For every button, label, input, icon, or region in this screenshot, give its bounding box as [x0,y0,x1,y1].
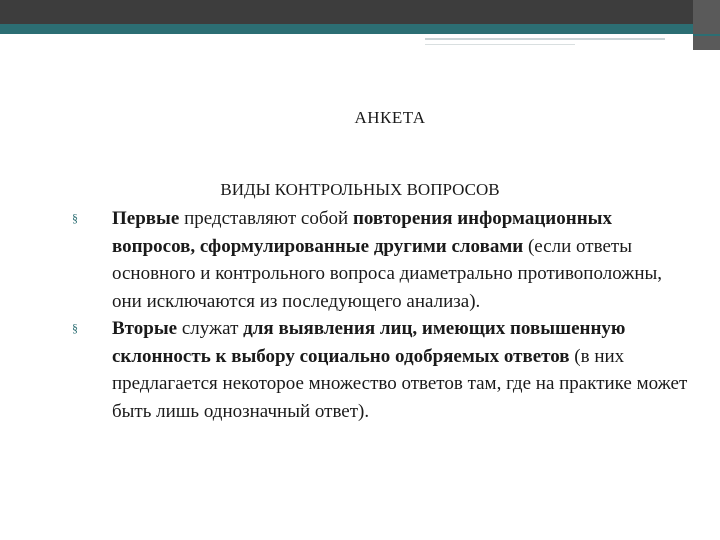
bullet-text-regular: представляют собой [179,208,353,229]
slide-subtitle: ВИДЫ КОНТРОЛЬНЫХ ВОПРОСОВ [220,180,500,199]
bullet-text-bold: Первые [112,208,180,229]
bullet-text-bold: повторения информационных вопросов, сформулированные другими словами [112,208,612,257]
bullet-item-second [70,315,690,425]
bullet-text [112,205,690,315]
bullet-text-bold: для выявления лиц, имеющих повышенную склонность к выбору социально одобряемых ответов [112,318,626,367]
bullet-text-regular: служат [177,318,244,339]
bullet-marker-icon: § [72,321,78,335]
header-corner-block [693,0,720,50]
bullet-marker-icon: § [72,211,78,225]
bullet-text-bold: Вторые [112,318,178,339]
bullet-list [70,205,690,425]
header-corner-accent [693,34,720,36]
header-accent-line-short [425,44,575,45]
bullet-text [112,315,690,425]
slide-title: АНКЕТА [354,108,426,127]
header-band-dark [0,0,720,24]
bullet-text-regular: (если ответы основного и контрольного вопроса диаметрально противоположны, они исключаются из последующего анализа). [112,235,663,312]
header-band-teal [0,24,720,34]
header-accent-line [425,38,665,40]
bullet-text-regular: (в них предлагается некоторое множество ответов там, где на практике может быть лишь однозначный ответ). [112,345,688,422]
bullet-item-first [70,205,690,315]
